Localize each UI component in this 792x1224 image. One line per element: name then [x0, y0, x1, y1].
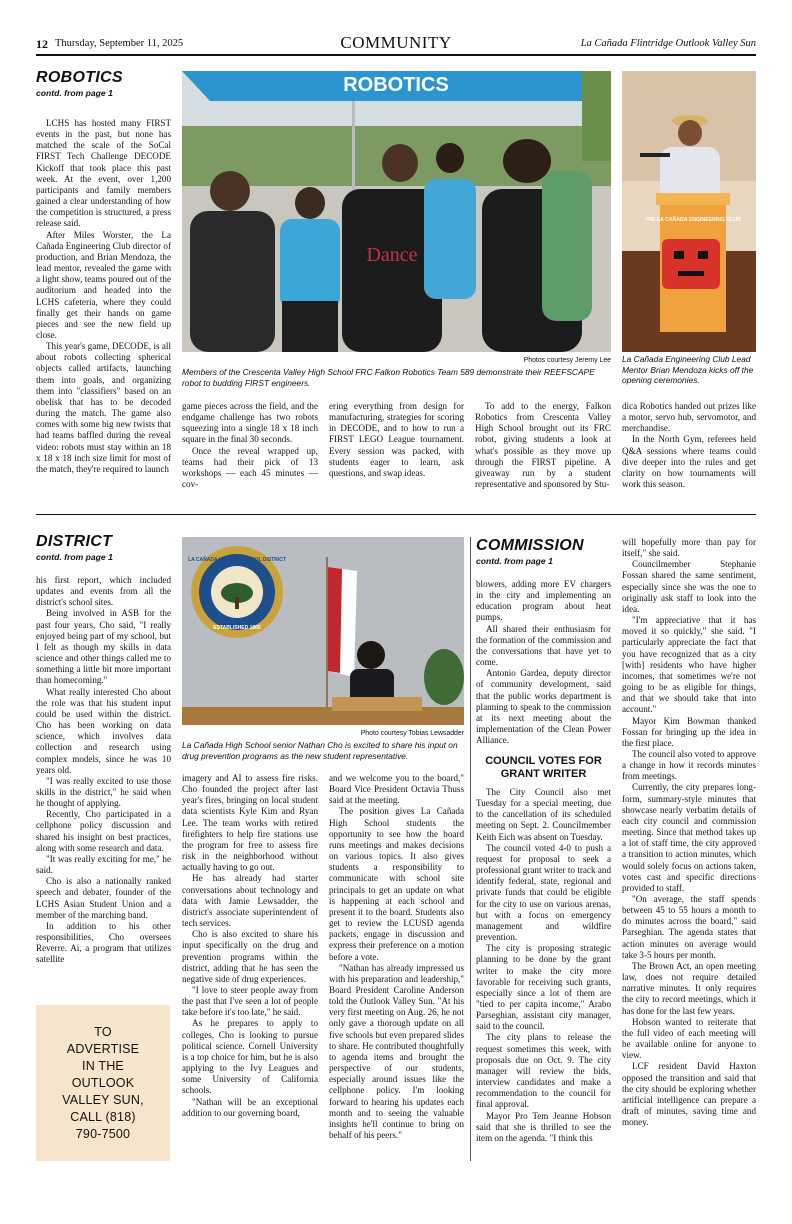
paragraph: "I love to steer people away from the past that I've seen a lot of people take before it's too late," he said. — [182, 984, 318, 1018]
robotics-contd: contd. from page 1 — [36, 88, 113, 98]
commission-column-1-bottom — [476, 787, 611, 1144]
robotics-column-2 — [182, 401, 318, 490]
paragraph: ering everything from design for manufacturing, strategies for scoring in DECODE, and to how to run a FIRST LEGO League tournament. Every session was packed, with students eager to learn, ask questions, and swap ideas. — [329, 401, 464, 478]
podium-sign-text: THE LA CAÑADA ENGINEERING CLUB — [645, 217, 741, 223]
seal-established: ESTABLISHED 1865 — [213, 625, 261, 631]
robotics-side-caption: La Cañada Engineering Club Lead Mentor Brian Mendoza kicks off the opening ceremonies. — [622, 354, 754, 386]
district-photo — [182, 537, 464, 725]
paragraph: The council voted 4-0 to push a request for proposal to seek a professional grant writer to track and identify federal, state, regional and private funds that could be eligible for the city to use on various arenas, but with a focus on emergency management and wildfire prevention. — [476, 842, 611, 943]
paragraph: and we welcome you to the board," Board Vice President Octavia Thuss said at the meeting. — [329, 773, 464, 806]
paragraph: game pieces across the field, and the endgame challenge has two robots squeezing into a single 18 x 18 inch square in the final 30 seconds. — [182, 401, 318, 445]
paragraph: The council also voted to approve a change in how it records minutes from meetings. — [622, 748, 756, 782]
svg-text:Dance: Dance — [366, 244, 418, 266]
page-header — [36, 32, 756, 54]
robotics-side-photo — [622, 71, 756, 352]
robotics-main-photo — [182, 71, 611, 352]
paragraph: his first report, which included updates and events from all the district's school sites. — [36, 575, 171, 608]
council-subhead: COUNCIL VOTES FOR GRANT WRITER — [485, 755, 602, 780]
paragraph: The city plans to release the request sometimes this week, with proposals due on Oct. 9. The city manager will review the bids, interview candidates and make a recommendation to the council for final approval. — [476, 1032, 611, 1110]
column-rule — [470, 537, 471, 1161]
district-kicker: DISTRICT — [36, 533, 113, 550]
paragraph: Being involved in ASB for the past four years, Cho said, "I really enjoyed being part of my school, but I felt as though my skills in data science and other things called me to something a little bit more important than homecoming." — [36, 608, 171, 686]
district-caption: La Cañada High School senior Nathan Cho is excited to share his input on drug prevention programs as the new student representative. — [182, 740, 458, 761]
paragraph: The position gives La Cañada High School students the opportunity to see how the board runs meetings and makes decisions on various topics. It also gives students a responsibility to communicate with school site principals to get an update on what is happening at each school and present it to the board. Students also get to review the LCUSD agenda packets, engage in discussion and express their preference on a motion before a vote. — [329, 806, 464, 962]
advertise-box — [36, 1005, 170, 1161]
robotics-column-1 — [36, 118, 171, 475]
paragraph: Mayor Pro Tem Jeanne Hobson said that she is thrilled to see the item on the agenda. "I think this — [476, 1110, 611, 1143]
paragraph: will hopefully more than pay for itself," she said. — [622, 537, 756, 559]
commission-column-2 — [622, 537, 756, 1128]
mentor-photo-illustration — [622, 71, 756, 352]
district-column-3 — [329, 773, 464, 1141]
paragraph: Recently, Cho participated in a cellphone policy discussion and shared his insight on best practices, along with some research and data. — [36, 809, 171, 853]
district-column-1 — [36, 575, 171, 965]
paragraph: He has already had starter conversations about technology and data with Jamie Lewsadder, the district's associate superintendent of tech services. — [182, 873, 318, 929]
district-contd: contd. from page 1 — [36, 552, 113, 562]
paragraph: In the North Gym, referees held Q&A sessions where teams could dive deeper into the rules and get clarity on how tournaments will work this season. — [622, 434, 756, 490]
board-meeting-illustration — [182, 537, 464, 725]
section-title: COMMUNITY — [340, 33, 452, 52]
paragraph: "I'm appreciative that it has moved it so quickly," she said. "I particularly appreciate the fact that you have recognized that as a city [with] residents who have higher incomes, that sometimes we're not going to be as eligible for things, and that we should take that into account." — [622, 615, 756, 715]
robotics-kicker: ROBOTICS — [36, 69, 123, 86]
paragraph: This year's game, DECODE, is all about robots collecting spherical objects called artifacts, launching them into goals, and organizing them into "classifiers" based on an obelisk that has to be decoded during the match. The game also comes with some big new twists that had teams baffled during the reveal video: robots must stay within an 18 x 18 x 18 inch size limit for most of the match, they're required to launch — [36, 341, 171, 474]
paragraph: LCF resident David Haxton opposed the transition and said that the city should be exploring whether artificial intelligence can prepare a draft of minutes, saving time and money. — [622, 1061, 756, 1128]
district-photo-credit: Photo courtesy Tobias Lewsadder — [360, 730, 464, 737]
commission-kicker: COMMISSION — [476, 537, 584, 554]
paragraph: Councilmember Stephanie Fossan shared the same sentiment, especially since she was the one to originally ask staff to look into the idea. — [622, 559, 756, 614]
paragraph: The Brown Act, an open meeting law, does not require detailed narrative minutes. It only requires the city to record meetings, which it has done for the last few years. — [622, 960, 756, 1016]
paragraph: "It was really exciting for me," he said. — [36, 853, 171, 876]
paragraph: "I was really excited to use those skills in the district," he said when he thought of applying. — [36, 775, 171, 809]
paragraph: As he prepares to apply to colleges, Cho is looking to pursue political science. Cornell University is a top choice for him, but he is also applying to the Ivy Leagues and some University of California schools. — [182, 1018, 318, 1096]
paragraph: dica Robotics handed out prizes like a motor, servo hub, servomotor, and merchandise. — [622, 401, 756, 434]
robotics-photo-credit: Photos courtesy Jeremy Lee — [523, 357, 611, 364]
paragraph: Once the reveal wrapped up, teams had their pick of 13 workshops — each 45 minutes — cov- — [182, 445, 318, 490]
banner-text: ROBOTICS — [343, 74, 449, 96]
robotics-main-caption: Members of the Crescenta Valley High School FRC Falkon Robotics Team 589 demonstrate their REEFSCAPE robot to budding FIRST engineers. — [182, 367, 595, 388]
paragraph: "Nathan has already impressed us with his preparation and leadership," Board President Caroline Anderson told the Outlook Valley Sun. "At his very first meeting on Aug. 26, he not only gave a thorough update on all five schools but even prepared slides to share. He contributed thoughtfully to agenda items and brought the perspective of our students, especially around issues like the cellphone policy. I'm looking forward to hearing his updates each month and to seeing the valuable insights he'll continue to bring on behalf of his peers." — [329, 962, 464, 1140]
paragraph: All shared their enthusiasm for the formation of the commission and the conversations that have yet to come. — [476, 623, 611, 668]
paragraph: Antonio Gardea, deputy director of community development, said that the public works department is planning to speak to the commission at its next meeting about the implementation of the Clean Power Alliance. — [476, 668, 611, 746]
paragraph: "On average, the staff spends between 45 to 55 hours a month to do minutes across the board," said Parseghian. The agenda states that action minutes on average would take 3-5 hours per month. — [622, 894, 756, 960]
robotics-column-5 — [622, 401, 756, 490]
paragraph: Currently, the city prepares long-form, summary-style minutes that showcase nearly verbatim details of each city council and commission meeting. Since that method takes up a lot of staff time, the city approved a transition to action minutes, which would solely focus on actions taken, votes cast and specific directions provided to staff. — [622, 782, 756, 893]
paragraph: After Miles Worster, the La Cañada Engineering Club director of production, and Brian Mendoza, the lead mentor, revealed the game with a light show, teams poured out of the auditorium and headed into the LCHS cafeteria, where they could finally get their hands on game pieces and see the new field up close. — [36, 229, 171, 340]
issue-date: Thursday, September 11, 2025 — [55, 38, 184, 49]
paragraph: Hobson wanted to reiterate that the full video of each meeting will be available online for anyone to view. — [622, 1016, 756, 1061]
paragraph: To add to the energy, Falkon Robotics from Crescenta Valley High School brought out its FRC robot, giving students a look at what's possible as they move up through the FIRST pipeline. A giveaway run by a student representative and sponsored by Stu- — [475, 401, 611, 490]
commission-contd: contd. from page 1 — [476, 556, 553, 566]
page-number: 12 — [36, 37, 48, 51]
paragraph: "Nathan will be an exceptional addition to our governing board, — [182, 1096, 318, 1118]
seal-text: LA CAÑADA UNIFIED SCHOOL DISTRICT — [188, 557, 286, 563]
district-column-2 — [182, 773, 318, 1119]
paragraph: LCHS has hosted many FIRST events in the past, but none has matched the scale of the SoCal FIRST Tech Challenge DECODE Kickoff that took place this past week. At the event, over 1,200 participants and family members gained a clear understanding of how the competition is structured, a press release said. — [36, 118, 171, 229]
paragraph: In addition to his other responsibilities, Cho oversees Reverre. Ai, a program that utilizes satellite — [36, 920, 171, 965]
robotics-column-3 — [329, 401, 464, 479]
paragraph: Cho is also excited to share his input specifically on the drug and prevention programs within the district, adding that he has seen the negative side of drug experiences. — [182, 929, 318, 984]
section-divider — [36, 514, 756, 515]
publication-name: La Cañada Flintridge Outlook Valley Sun — [580, 38, 756, 49]
header-rule — [36, 54, 756, 56]
paragraph: imagery and AI to assess fire risks. Cho founded the project after last year's fires, bringing on local student data scientists Kyle Kim and Ryan Lee. The team works with retired firefighters to help fire stations use the program for free to assess fire risk in the neighborhood without actually having to go out. — [182, 773, 318, 873]
robotics-photo-illustration — [182, 71, 611, 352]
commission-column-1-top — [476, 579, 611, 746]
paragraph: Mayor Kim Bowman thanked Fossan for bringing up the idea in the first place. — [622, 715, 756, 748]
robotics-column-4 — [475, 401, 611, 490]
paragraph: blowers, adding more EV chargers in the city and implementing an education program about heat pumps. — [476, 579, 611, 623]
advertise-text: TO ADVERTISE IN THE OUTLOOK VALLEY SUN, CALL (818) 790-7500 — [62, 1024, 144, 1141]
paragraph: The city is proposing strategic planning to be done by the grant writer to make the city more favorable for receiving such grants, especially since a lot of them are "tied to per capita income," Arabo Parseghian, assistant city manager, said to the council. — [476, 943, 611, 1032]
paragraph: Cho is also a nationally ranked speech and debater, founder of the LCHS Asian Student Union and a member of the marching band. — [36, 876, 171, 920]
paragraph: The City Council also met Tuesday for a special meeting, due to the cancellation of its scheduled meeting on Sept. 2. Councilmember Keith Eich was absent on Tuesday. — [476, 787, 611, 842]
paragraph: What really interested Cho about the role was that his student input could be used within the district. Cho has been working on data science, which involves data collection and research using complex models, since he was 10 years old. — [36, 686, 171, 775]
